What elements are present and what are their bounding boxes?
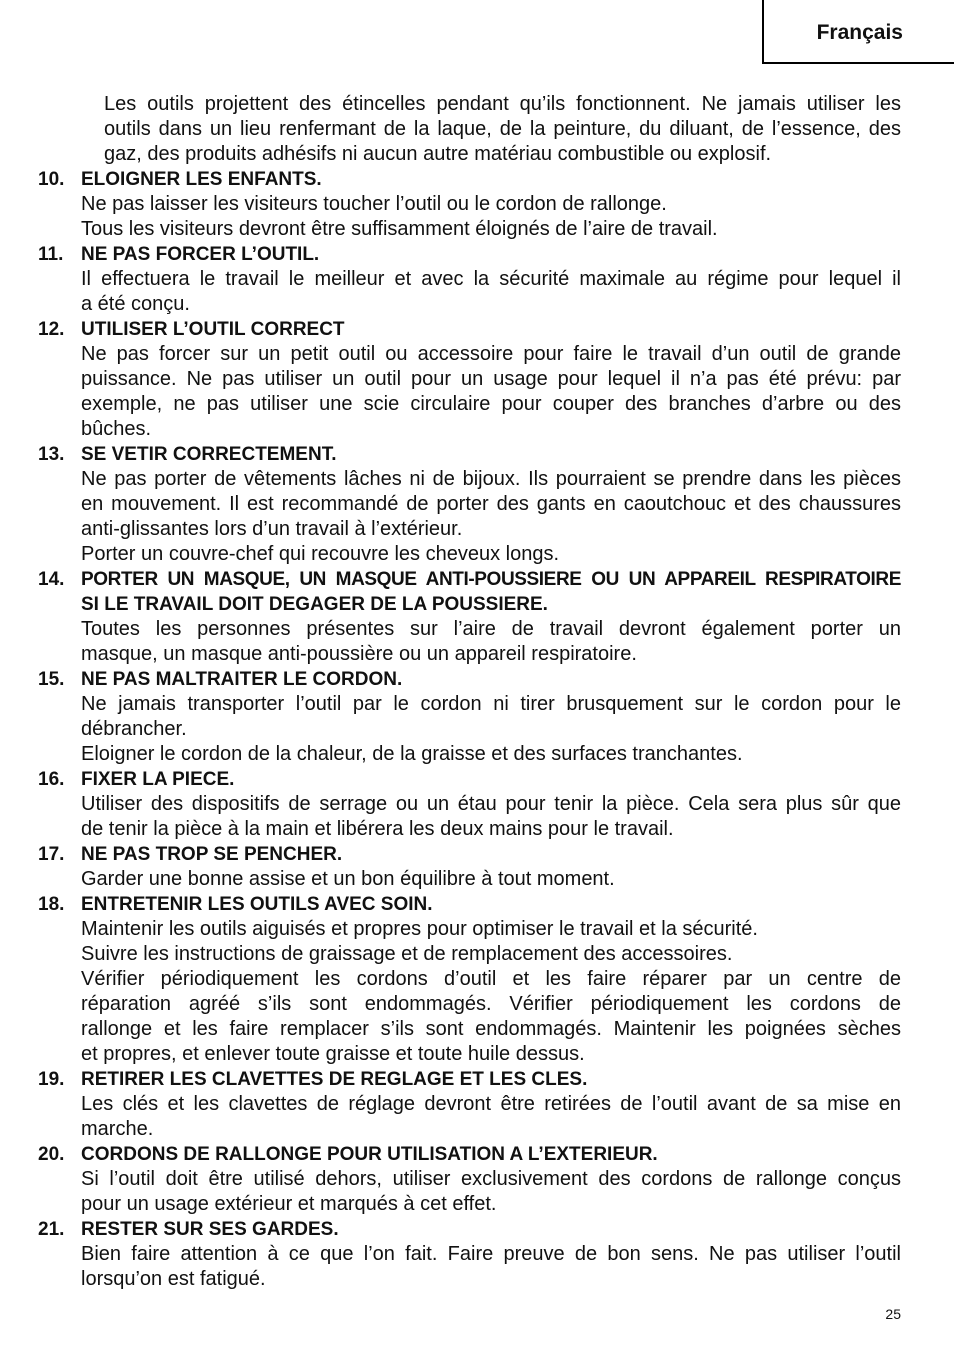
item-heading: NE PAS MALTRAITER LE CORDON.: [81, 669, 403, 690]
body-line: a été conçu.: [81, 293, 190, 315]
body-line: Il effectuera le travail le meilleur et avec la sécurité maximale au régime pour lequel il: [81, 268, 901, 290]
language-tab: [762, 0, 954, 64]
intro-paragraph: [38, 92, 901, 167]
list-item: [38, 167, 901, 242]
body-line: anti-glissantes lors d’un travail à l’extérieur.: [81, 518, 463, 540]
item-number: 12.: [38, 319, 65, 340]
body-line: marche.: [81, 1118, 154, 1140]
body-line: Suivre les instructions de graissage et de remplacement des accessoires.: [81, 943, 733, 965]
list-item: [38, 1142, 901, 1217]
intro-line: outils dans un lieu renfermant de la laque, de la peinture, du diluant, de l’essence, des: [104, 118, 901, 140]
body-line: exemple, ne pas utiliser une scie circulaire pour couper des branches d’arbre ou des: [81, 393, 901, 415]
language-label: Français: [816, 21, 903, 44]
body-line: Ne pas porter de vêtements lâches ni de bijoux. Ils pourraient se prendre dans les pièces: [81, 468, 901, 490]
list-item: [38, 442, 901, 567]
body-line: pour un usage extérieur et marqués à cet effet.: [81, 1193, 497, 1215]
intro-line: Les outils projettent des étincelles pendant qu’ils fonctionnent. Ne jamais utiliser les: [104, 93, 901, 115]
list-item: [38, 1067, 901, 1142]
item-heading: SI LE TRAVAIL DOIT DEGAGER DE LA POUSSIERE.: [81, 594, 548, 615]
body-line: Si l’outil doit être utilisé dehors, utiliser exclusivement des cordons de rallonge conçus: [81, 1168, 901, 1190]
item-heading: ELOIGNER LES ENFANTS.: [81, 169, 322, 190]
body-line: Bien faire attention à ce que l’on fait. Faire preuve de bon sens. Ne pas utiliser l’outil: [81, 1243, 901, 1265]
body-line: Les clés et les clavettes de réglage devront être retirées de l’outil avant de sa mise en: [81, 1093, 901, 1115]
body-line: Ne jamais transporter l’outil par le cordon ni tirer brusquement sur le cordon pour le: [81, 693, 901, 715]
body-line: Tous les visiteurs devront être suffisamment éloignés de l’aire de travail.: [81, 218, 718, 240]
body-line: de tenir la pièce à la main et libérera les deux mains pour le travail.: [81, 818, 674, 840]
item-number: 13.: [38, 444, 65, 465]
body-line: Maintenir les outils aiguisés et propres pour optimiser le travail et la sécurité.: [81, 918, 758, 940]
page-number: 25: [885, 1306, 901, 1322]
item-number: 16.: [38, 769, 65, 790]
item-number: 21.: [38, 1219, 65, 1240]
body-line: puissance. Ne pas utiliser un outil pour un usage pour lequel il n’a pas été prévu: par: [81, 368, 901, 390]
body-line: Toutes les personnes présentes sur l’aire de travail devront également porter un: [81, 618, 901, 640]
item-heading: NE PAS TROP SE PENCHER.: [81, 844, 343, 865]
list-item: [38, 567, 901, 667]
item-heading: NE PAS FORCER L’OUTIL.: [81, 244, 320, 265]
body-line: lorsqu’on est fatigué.: [81, 1268, 266, 1290]
item-number: 20.: [38, 1144, 65, 1165]
item-heading: UTILISER L’OUTIL CORRECT: [81, 319, 345, 340]
body-line: Ne pas laisser les visiteurs toucher l’outil ou le cordon de rallonge.: [81, 193, 667, 215]
item-heading: FIXER LA PIECE.: [81, 769, 235, 790]
list-item: [38, 667, 901, 767]
item-number: 18.: [38, 894, 65, 915]
body-line: Porter un couvre-chef qui recouvre les cheveux longs.: [81, 543, 560, 565]
list-item: [38, 842, 901, 892]
list-item: [38, 1217, 901, 1292]
list-item: [38, 767, 901, 842]
body-line: débrancher.: [81, 718, 187, 740]
body-line: réparation agréé s’ils sont endommagés. Vérifier périodiquement les cordons de: [81, 993, 901, 1015]
body-line: Garder une bonne assise et un bon équilibre à tout moment.: [81, 868, 615, 890]
body-line: en mouvement. Il est recommandé de porter des gants en caoutchouc et des chaussures: [81, 493, 901, 515]
body-line: Utiliser des dispositifs de serrage ou un étau pour tenir la pièce. Cela sera plus sûr que: [81, 793, 901, 815]
body-line: Vérifier périodiquement les cordons d’outil et les faire réparer par un centre de: [81, 968, 901, 990]
item-heading: ENTRETENIR LES OUTILS AVEC SOIN.: [81, 894, 433, 915]
item-number: 14.: [38, 569, 65, 590]
item-heading: RETIRER LES CLAVETTES DE REGLAGE ET LES CLES.: [81, 1069, 588, 1090]
body-line: bûches.: [81, 418, 152, 440]
intro-line: gaz, des produits adhésifs ni aucun autre matériau combustible ou explosif.: [104, 143, 772, 165]
item-heading: PORTER UN MASQUE, UN MASQUE ANTI-POUSSIERE OU UN APPAREIL RESPIRATOIRE: [81, 569, 901, 590]
item-heading: CORDONS DE RALLONGE POUR UTILISATION A L’EXTERIEUR.: [81, 1144, 658, 1165]
body-line: masque, un masque anti-poussière ou un appareil respiratoire.: [81, 643, 637, 665]
item-number: 10.: [38, 169, 65, 190]
item-number: 15.: [38, 669, 65, 690]
item-number: 11.: [38, 244, 64, 265]
body-line: Ne pas forcer sur un petit outil ou accessoire pour faire le travail d’un outil de grande: [81, 343, 901, 365]
item-number: 17.: [38, 844, 65, 865]
body-line: et propres, et enlever toute graisse et toute huile dessus.: [81, 1043, 585, 1065]
item-heading: RESTER SUR SES GARDES.: [81, 1219, 339, 1240]
item-heading: SE VETIR CORRECTEMENT.: [81, 444, 337, 465]
safety-instructions: [38, 92, 901, 1292]
list-item: [38, 242, 901, 317]
body-line: Eloigner le cordon de la chaleur, de la graisse et des surfaces tranchantes.: [81, 743, 743, 765]
list-item: [38, 892, 901, 1067]
body-line: rallonge et les faire remplacer s’ils sont endommagés. Maintenir les poignées sèches: [81, 1018, 901, 1040]
item-number: 19.: [38, 1069, 65, 1090]
list-item: [38, 317, 901, 442]
